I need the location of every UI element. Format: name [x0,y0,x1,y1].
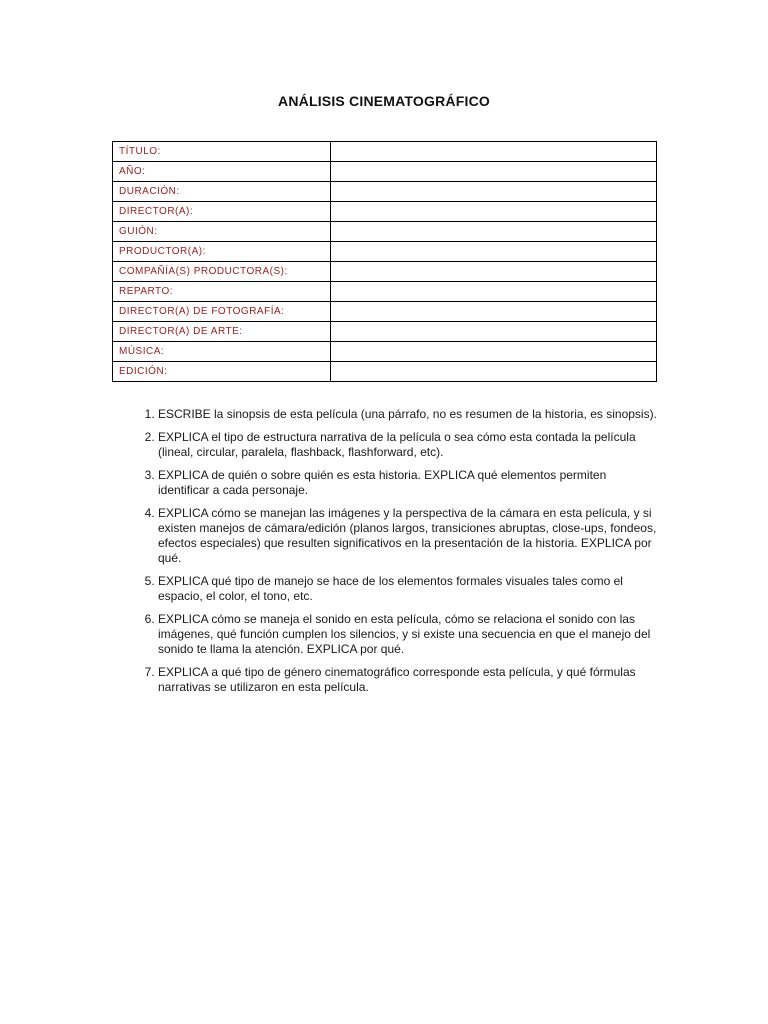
questions-list [130,407,658,703]
table-row [113,242,657,262]
row-label-guion: GUIÓN: [113,222,331,242]
table-row [113,362,657,382]
row-label-ano: AÑO: [113,162,331,182]
row-label-arte: DIRECTOR(A) DE ARTE: [113,322,331,342]
row-value-director[interactable] [331,202,657,222]
row-value-edicion[interactable] [331,362,657,382]
row-value-companias[interactable] [331,262,657,282]
question-item: 4. EXPLICA cómo se manejan las imágenes y la perspectiva de la cámara en esta película, y si existen manejos de cámara/edición (planos largos, transiciones abruptas, close-ups, fondeos, efectos especiales) que resulten significativos en la presentación de la historia. EXPLICA por qué. [158,506,658,566]
table-row [113,182,657,202]
question-item: 2. EXPLICA el tipo de estructura narrativa de la película o sea cómo esta contada la película (lineal, circular, paralela, flashback, flashforward, etc). [158,430,658,460]
row-value-duracion[interactable] [331,182,657,202]
document-title: ANÁLISIS CINEMATOGRÁFICO [278,93,490,109]
table-row [113,142,657,162]
question-item: 5. EXPLICA qué tipo de manejo se hace de los elementos formales visuales tales como el espacio, el color, el tono, etc. [158,574,658,604]
table-row [113,302,657,322]
row-label-director: DIRECTOR(A): [113,202,331,222]
question-item: 6. EXPLICA cómo se maneja el sonido en esta película, cómo se relaciona el sonido con las imágenes, qué función cumplen los silencios, y si existe una secuencia en que el manejo del sonido te llama la atención. EXPLICA por qué. [158,612,658,657]
question-item: 1. ESCRIBE la sinopsis de esta película (una párrafo, no es resumen de la historia, es sinopsis). [158,407,658,422]
row-value-guion[interactable] [331,222,657,242]
film-info-table [112,141,657,382]
table-row [113,162,657,182]
row-label-musica: MÚSICA: [113,342,331,362]
row-value-ano[interactable] [331,162,657,182]
row-label-companias: COMPAÑÍA(S) PRODUCTORA(S): [113,262,331,282]
table-row [113,342,657,362]
row-label-edicion: EDICIÓN: [113,362,331,382]
row-label-titulo: TÍTULO: [113,142,331,162]
table-row [113,222,657,242]
table-row [113,262,657,282]
row-value-musica[interactable] [331,342,657,362]
row-value-arte[interactable] [331,322,657,342]
question-item: 7. EXPLICA a qué tipo de género cinematográfico corresponde esta película, y qué fórmulas narrativas se utilizaron en esta película. [158,665,658,695]
row-label-fotografia: DIRECTOR(A) DE FOTOGRAFÍA: [113,302,331,322]
row-label-productor: PRODUCTOR(A): [113,242,331,262]
row-value-fotografia[interactable] [331,302,657,322]
row-value-titulo[interactable] [331,142,657,162]
row-value-productor[interactable] [331,242,657,262]
row-label-duracion: DURACIÓN: [113,182,331,202]
row-label-reparto: REPARTO: [113,282,331,302]
table-row [113,202,657,222]
question-item: 3. EXPLICA de quién o sobre quién es esta historia. EXPLICA qué elementos permiten identificar a cada personaje. [158,468,658,498]
table-row [113,282,657,302]
table-row [113,322,657,342]
row-value-reparto[interactable] [331,282,657,302]
